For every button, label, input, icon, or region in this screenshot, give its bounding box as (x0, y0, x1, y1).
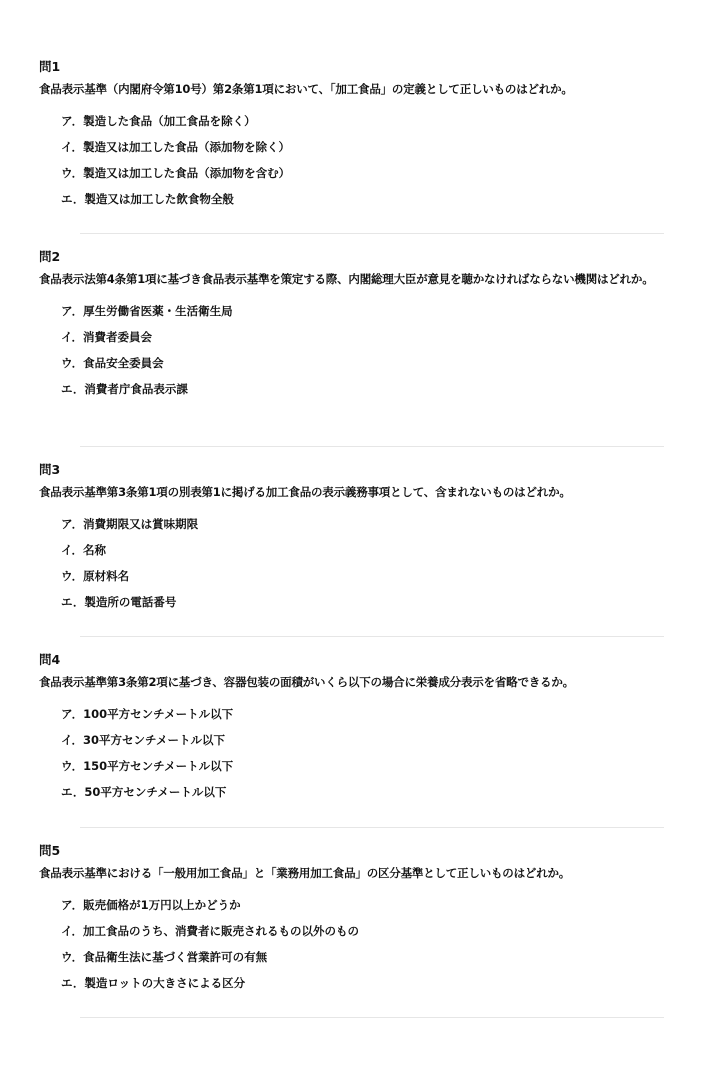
option-e: エ．製造又は加工した飲食物全般 (61, 192, 234, 206)
option-u: ウ．食品衛生法に基づく営業許可の有無 (61, 950, 268, 964)
option-a: ア．販売価格が1万円以上かどうか (61, 898, 241, 912)
divider (80, 1017, 664, 1018)
option-list (61, 108, 679, 212)
option-a: ア．製造した食品（加工食品を除く） (61, 114, 256, 128)
option-i: イ．名称 (61, 543, 106, 557)
divider (80, 446, 664, 447)
question-text: 食品表示法第4条第1項に基づき食品表示基準を策定する際、内閣総理大臣が意見を聴かなければならない機関はどれか。 (39, 272, 654, 286)
option-u: ウ．原材料名 (61, 569, 130, 583)
option-i: イ．消費者委員会 (61, 330, 152, 344)
question-text: 食品表示基準第3条第2項に基づき、容器包装の面積がいくら以下の場合に栄養成分表示を省略できるか。 (39, 675, 574, 689)
option-a: ア．消費期限又は賞味期限 (61, 517, 199, 531)
divider (80, 233, 664, 234)
option-list (61, 701, 679, 805)
divider (80, 827, 664, 828)
option-u: ウ．製造又は加工した食品（添加物を含む） (61, 166, 291, 180)
option-u: ウ．食品安全委員会 (61, 356, 164, 370)
question-number: 問4 (39, 652, 61, 667)
question-3 (39, 462, 679, 615)
question-text: 食品表示基準における「一般用加工食品」と「業務用加工食品」の区分基準として正しいものはどれか。 (39, 866, 571, 880)
question-5 (39, 843, 679, 996)
option-list (61, 892, 679, 996)
question-text: 食品表示基準第3条第1項の別表第1に掲げる加工食品の表示義務事項として、含まれないものはどれか。 (39, 485, 571, 499)
question-4 (39, 652, 679, 805)
option-a: ア．厚生労働省医薬・生活衛生局 (61, 304, 233, 318)
option-u: ウ．150平方センチメートル以下 (61, 759, 234, 773)
question-1 (39, 59, 679, 212)
option-e: エ．50平方センチメートル以下 (61, 785, 227, 799)
option-i: イ．製造又は加工した食品（添加物を除く） (61, 140, 290, 154)
option-i: イ．30平方センチメートル以下 (61, 733, 226, 747)
option-e: エ．製造ロットの大きさによる区分 (61, 976, 246, 990)
question-2 (39, 249, 679, 402)
option-a: ア．100平方センチメートル以下 (61, 707, 234, 721)
option-e: エ．消費者庁食品表示課 (61, 382, 188, 396)
divider (80, 636, 664, 637)
question-number: 問2 (39, 249, 61, 264)
question-number: 問5 (39, 843, 61, 858)
option-list (61, 298, 679, 402)
question-text: 食品表示基準（内閣府令第10号）第2条第1項において、「加工食品」の定義として正しいものはどれか。 (39, 82, 573, 96)
question-number: 問1 (39, 59, 61, 74)
option-e: エ．製造所の電話番号 (61, 595, 177, 609)
question-number: 問3 (39, 462, 61, 477)
option-i: イ．加工食品のうち、消費者に販売されるもの以外のもの (61, 924, 359, 938)
option-list (61, 511, 679, 615)
